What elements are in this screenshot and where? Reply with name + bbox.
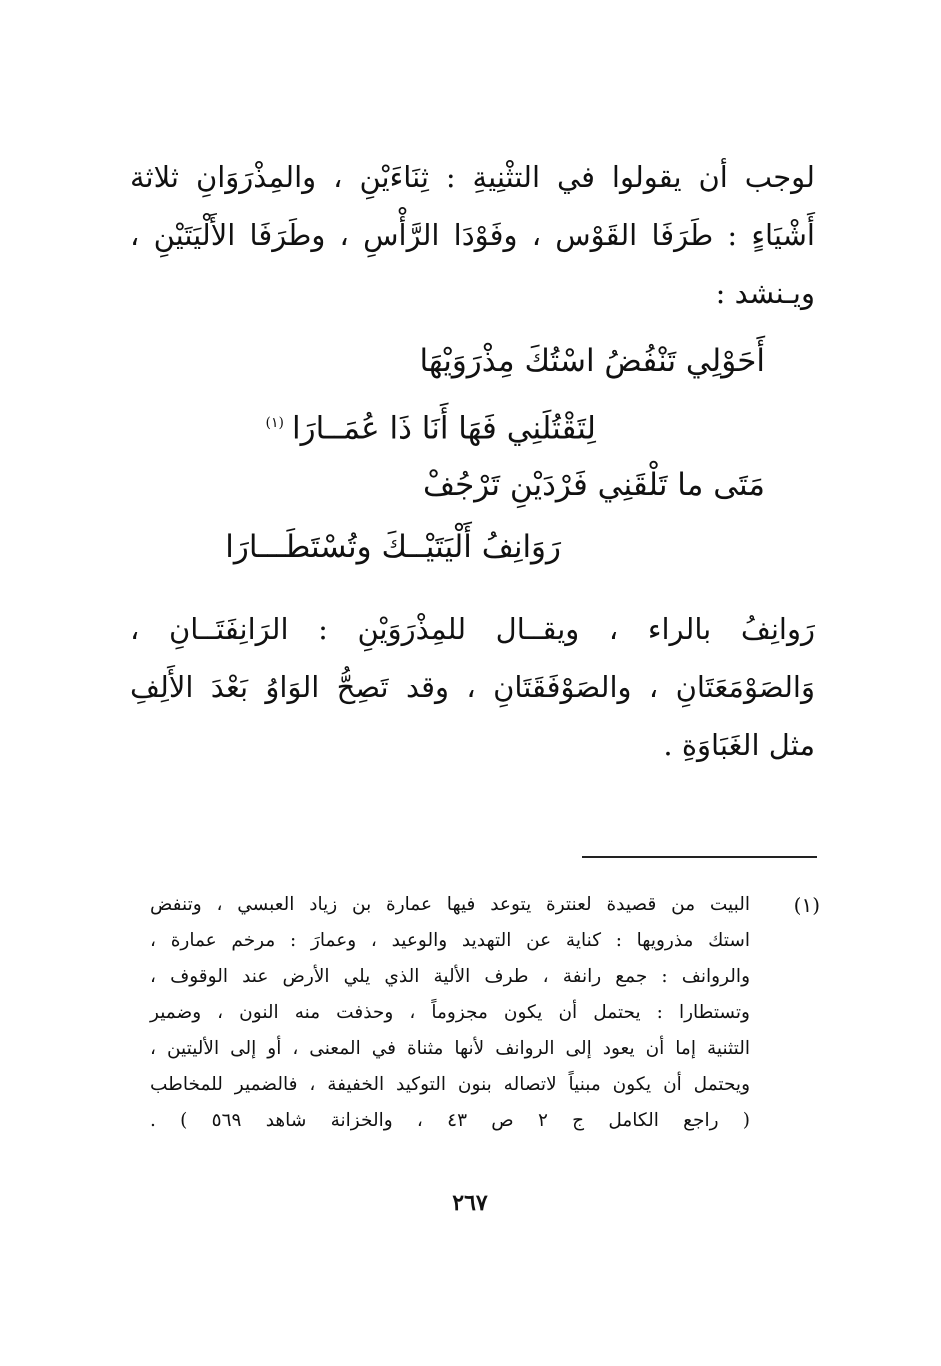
verse-line: [419, 330, 765, 392]
verse-text: لِتَقْتُلَنِي فَهَا أَنَا ذَا عُمَــارَا: [292, 410, 596, 447]
body-line: رَوانِفُ بالراء ، ويقــال للمِذْرَوَيْنِ : الرَانِفَتَــانِ ،: [130, 612, 815, 646]
body-line: أَشْيَاءٍ : طَرَفَا القَوْس ، وفَوْدَا الرَّأْسِ ، وطَرَفَا الأَلْيَتَيْنِ ،: [130, 218, 815, 252]
verse-text: رَوَانِفُ أَلْيَتَيْــكَ وتُسْتَطَـــارَا: [225, 529, 561, 565]
verse-line: [225, 516, 561, 578]
footnote-line: ( راجع الكامل ج ٢ ص ٤٣ ، والخزانة شاهد ٥٦٩ ) .: [150, 1110, 750, 1131]
footnote-line: التثنية إما أن يعود إلى الروانف لأنها مثناة في المعنى ، أو إلى الأليتين ،: [150, 1038, 750, 1059]
footnote-line: وتستطارا : يحتمل أن يكون مجزوماً ، وحذفت منه النون ، وضمير: [150, 1002, 750, 1023]
body-line: وَالصَوْمَعَتَانِ ، والصَوْفَقَتَانِ ، وقد تَصِحُّ الوَاوُ بَعْدَ الأَلِفِ: [130, 670, 815, 704]
verse-text: مَتَى ما تَلْقَنِي فَرْدَيْنِ تَرْجُفْ: [423, 467, 765, 503]
footnote-separator: [582, 856, 817, 858]
verse-line: [423, 454, 765, 516]
footnote-line: والروانف : جمع رانفة ، طرف الألية الذي يلي الأرض عند الوقوف ،: [150, 966, 750, 987]
footnote-reference: (١): [265, 415, 285, 431]
body-line: لوجب أن يقولوا في التثْنِيةِ : ثِنَاءَيْنِ ، والمِذْرَوَانِ ثلاثة: [130, 160, 815, 194]
footnote-line: استك مذرويها : كناية عن التهديد والوعيد ، وعمارَ : مرخم عمارة ،: [150, 930, 750, 951]
footnote-number: (١): [793, 893, 820, 917]
verse-line: [266, 392, 596, 454]
footnote-line: ويحتمل أن يكون مبنياً لاتصاله بنون التوكيد الخفيفة ، فالضمير للمخاطب: [150, 1074, 750, 1095]
body-line: ويـنشد :: [715, 276, 815, 310]
page-number: ٢٦٧: [452, 1190, 488, 1216]
footnote-line: البيت من قصيدة لعنترة يتوعد فيها عمارة بن زياد العبسي ، وتنفض: [150, 894, 750, 915]
body-line: مثل الغَبَاوَةِ .: [663, 728, 815, 762]
verse-text: أَحَوْلِي تَنْفُضُ اسْتُكَ مِذْرَوَيْهَا: [419, 343, 765, 379]
